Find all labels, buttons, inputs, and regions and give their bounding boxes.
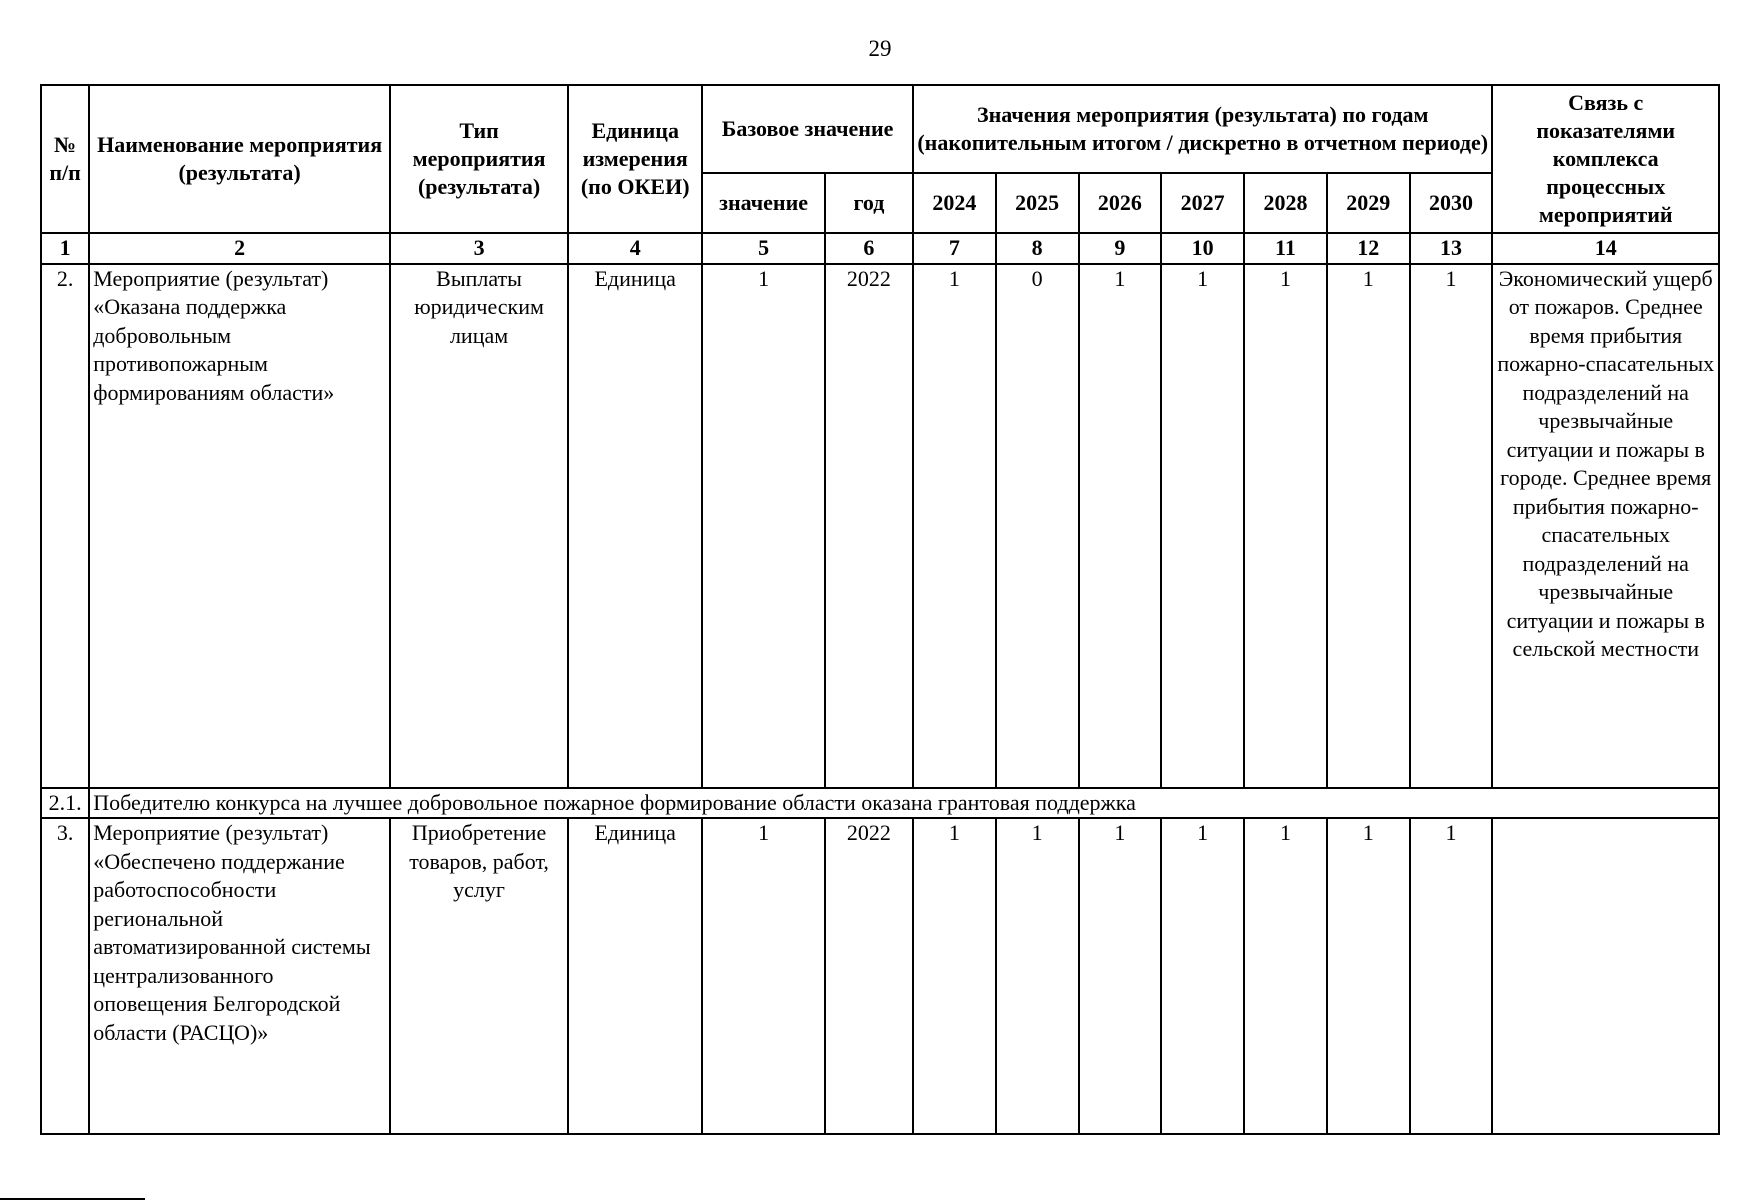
year-value: 1: [1410, 818, 1493, 1134]
column-number: 11: [1244, 233, 1327, 264]
base-year: 2022: [825, 264, 913, 788]
year-value: 1: [1327, 264, 1410, 788]
year-value: 1: [1079, 264, 1162, 788]
col-unit-header: Единица измерения (по ОКЕИ): [568, 85, 702, 233]
col-type-header: Тип мероприятия (результата): [390, 85, 568, 233]
col-values-header: Значения мероприятия (результата) по годам (накопительным итогом / дискретно в отчетном периоде): [913, 85, 1493, 173]
year-value: 1: [913, 264, 996, 788]
column-number: 2: [89, 233, 390, 264]
table-row: [41, 264, 1719, 788]
row-number: 2.1.: [41, 788, 89, 819]
year-value: 1: [1244, 264, 1327, 788]
year-value: 1: [996, 818, 1079, 1134]
column-number: 4: [568, 233, 702, 264]
year-value: 1: [1079, 818, 1162, 1134]
col-link-header: Связь с показателями комплекса процессных мероприятий: [1492, 85, 1719, 233]
table-row: [41, 818, 1719, 1134]
col-year-header: 2024: [913, 173, 996, 233]
col-year-header: 2025: [996, 173, 1079, 233]
year-value: 1: [1161, 818, 1244, 1134]
col-base-header: Базовое значение: [702, 85, 913, 173]
measures-table: [40, 84, 1720, 1135]
column-number: 3: [390, 233, 568, 264]
task-description: Победителю конкурса на лучшее добровольное пожарное формирование области оказана грантовая поддержка: [89, 788, 1719, 819]
page-number: 29: [868, 36, 892, 61]
header-row: [41, 85, 1719, 173]
column-number: 12: [1327, 233, 1410, 264]
year-value: 0: [996, 264, 1079, 788]
measure-type: Выплаты юридическим лицам: [390, 264, 568, 788]
measure-name: Мероприятие (результат) «Оказана поддержка добровольным противопожарным формированиям области»: [89, 264, 390, 788]
column-number: 9: [1079, 233, 1162, 264]
base-value: 1: [702, 818, 825, 1134]
col-year-header: 2026: [1079, 173, 1162, 233]
measure-name: Мероприятие (результат) «Обеспечено поддержание работоспособности региональной автоматизированной системы централизованного оповещения Белгородской области (РАСЦО)»: [89, 818, 390, 1134]
col-year-header: 2028: [1244, 173, 1327, 233]
col-name-header: Наименование мероприятия (результата): [89, 85, 390, 233]
column-number: 1: [41, 233, 89, 264]
indicator-link: Экономический ущерб от пожаров. Среднее время прибытия пожарно-спасательных подразделений на чрезвычайные ситуации и пожары в городе. Среднее время прибытия пожарно-спасательных подразделений на чрезвычайные ситуации и пожары в сельской местности: [1492, 264, 1719, 788]
column-number: 14: [1492, 233, 1719, 264]
col-year-header: 2030: [1410, 173, 1493, 233]
year-value: 1: [913, 818, 996, 1134]
col-base-year-header: год: [825, 173, 913, 233]
year-value: 1: [1244, 818, 1327, 1134]
row-number: 2.: [41, 264, 89, 788]
base-value: 1: [702, 264, 825, 788]
row-number: 3.: [41, 818, 89, 1134]
column-number: 7: [913, 233, 996, 264]
year-value: 1: [1161, 264, 1244, 788]
column-number: 10: [1161, 233, 1244, 264]
column-number: 5: [702, 233, 825, 264]
col-num-header: № п/п: [41, 85, 89, 233]
year-value: 1: [1410, 264, 1493, 788]
measure-unit: Единица: [568, 818, 702, 1134]
table-row: [41, 788, 1719, 819]
column-numbers-row: [41, 233, 1719, 264]
indicator-link: [1492, 818, 1719, 1134]
col-year-header: 2029: [1327, 173, 1410, 233]
col-base-value-header: значение: [702, 173, 825, 233]
column-number: 8: [996, 233, 1079, 264]
base-year: 2022: [825, 818, 913, 1134]
year-value: 1: [1327, 818, 1410, 1134]
measure-type: Приобретение товаров, работ, услуг: [390, 818, 568, 1134]
measure-unit: Единица: [568, 264, 702, 788]
column-number: 6: [825, 233, 913, 264]
column-number: 13: [1410, 233, 1493, 264]
col-year-header: 2027: [1161, 173, 1244, 233]
